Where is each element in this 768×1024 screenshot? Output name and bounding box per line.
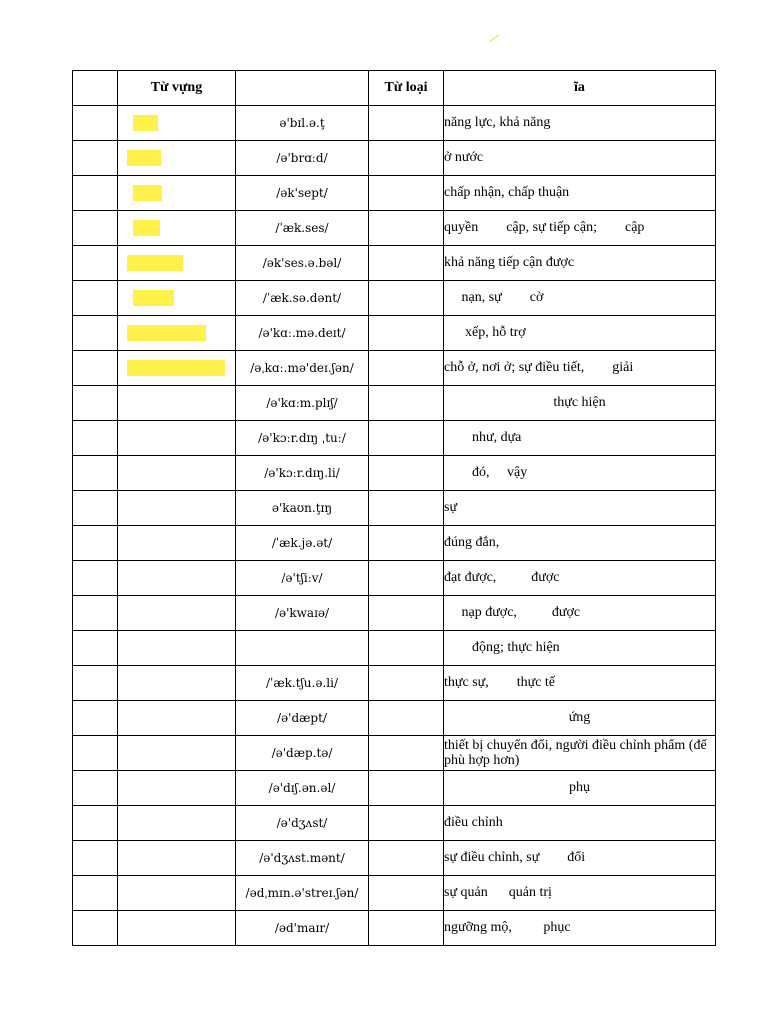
meaning-cell: chấp nhận, chấp thuận — [444, 176, 716, 211]
word-type-cell — [369, 106, 444, 141]
table-row — [73, 631, 716, 666]
vocabulary-cell — [118, 631, 236, 666]
index-cell — [73, 876, 118, 911]
pronunciation-cell: /ək'ses.ə.bəl/ — [236, 246, 369, 281]
word-type-cell — [369, 631, 444, 666]
table-row — [73, 841, 716, 876]
word-type-cell — [369, 141, 444, 176]
vocabulary-cell — [118, 596, 236, 631]
header-index — [73, 71, 118, 106]
table-body — [73, 106, 716, 946]
table-row — [73, 456, 716, 491]
pronunciation-cell: /ə'brɑːd/ — [236, 141, 369, 176]
table-row — [73, 211, 716, 246]
index-cell — [73, 456, 118, 491]
meaning-cell: xếp, hỗ trợ — [444, 316, 716, 351]
meaning-cell: khả năng tiếp cận được — [444, 246, 716, 281]
word-type-cell — [369, 911, 444, 946]
meaning-cell: đúng đắn, — [444, 526, 716, 561]
index-cell — [73, 246, 118, 281]
pronunciation-cell: /ə'dæp.tə/ — [236, 736, 369, 771]
index-cell — [73, 106, 118, 141]
word-type-cell — [369, 841, 444, 876]
index-cell — [73, 666, 118, 701]
table-row — [73, 701, 716, 736]
vocabulary-cell — [118, 386, 236, 421]
word-type-cell — [369, 246, 444, 281]
word-type-cell — [369, 351, 444, 386]
vocabulary-cell — [118, 421, 236, 456]
vocabulary-cell — [118, 911, 236, 946]
vocabulary-cell — [118, 281, 236, 316]
pronunciation-cell: /ə'kɔːr.dɪŋ ˌtuː/ — [236, 421, 369, 456]
table-row — [73, 771, 716, 806]
index-cell — [73, 526, 118, 561]
index-cell — [73, 421, 118, 456]
table-row — [73, 876, 716, 911]
header-pronunciation — [236, 71, 369, 106]
table-row — [73, 596, 716, 631]
index-cell — [73, 596, 118, 631]
highlight-mark — [127, 255, 183, 271]
table-row — [73, 316, 716, 351]
pronunciation-cell: /ə'dæpt/ — [236, 701, 369, 736]
table-row — [73, 526, 716, 561]
meaning-cell: thực hiện — [444, 386, 716, 421]
pronunciation-cell: /ə'kwaɪə/ — [236, 596, 369, 631]
meaning-cell: ở nước — [444, 141, 716, 176]
pronunciation-cell: /ˈæk.jə.ət/ — [236, 526, 369, 561]
vocabulary-cell — [118, 176, 236, 211]
table-row — [73, 176, 716, 211]
highlight-mark — [127, 360, 225, 376]
highlight-mark — [133, 115, 158, 131]
word-type-cell — [369, 211, 444, 246]
table-header-row — [73, 71, 716, 106]
meaning-cell: đạt được, được — [444, 561, 716, 596]
vocabulary-cell — [118, 736, 236, 771]
meaning-cell: năng lực, khả năng — [444, 106, 716, 141]
index-cell — [73, 911, 118, 946]
index-cell — [73, 141, 118, 176]
vocabulary-cell — [118, 771, 236, 806]
vocabulary-cell — [118, 456, 236, 491]
meaning-cell: sự — [444, 491, 716, 526]
highlight-mark — [133, 290, 174, 306]
meaning-cell: điều chỉnh — [444, 806, 716, 841]
vocabulary-cell — [118, 841, 236, 876]
pronunciation-cell: ə'bɪl.ə.ţ — [236, 106, 369, 141]
meaning-cell: thực sự, thực tế — [444, 666, 716, 701]
pronunciation-cell: ə'kaʊn.ţɪŋ — [236, 491, 369, 526]
meaning-cell: quyền cập, sự tiếp cận; cập — [444, 211, 716, 246]
meaning-cell: sự quản quản trị — [444, 876, 716, 911]
vocabulary-cell — [118, 351, 236, 386]
vocabulary-table — [72, 70, 716, 946]
vocabulary-cell — [118, 211, 236, 246]
word-type-cell — [369, 456, 444, 491]
word-type-cell — [369, 176, 444, 211]
pronunciation-cell: /ə'tʃiːv/ — [236, 561, 369, 596]
vocabulary-cell — [118, 561, 236, 596]
word-type-cell — [369, 806, 444, 841]
vocabulary-cell — [118, 141, 236, 176]
table-row — [73, 421, 716, 456]
table-row — [73, 141, 716, 176]
pronunciation-cell: /ə'dɪʃ.ən.əl/ — [236, 771, 369, 806]
table-row — [73, 806, 716, 841]
index-cell — [73, 176, 118, 211]
vocabulary-cell — [118, 316, 236, 351]
table-row — [73, 666, 716, 701]
word-type-cell — [369, 561, 444, 596]
header-word-type: Từ loại — [369, 71, 444, 106]
meaning-cell: chỗ ở, nơi ở; sự điều tiết, giải — [444, 351, 716, 386]
vocabulary-cell — [118, 491, 236, 526]
word-type-cell — [369, 491, 444, 526]
index-cell — [73, 736, 118, 771]
pronunciation-cell: /ə'dʒʌst.mənt/ — [236, 841, 369, 876]
table-row — [73, 106, 716, 141]
pronunciation-cell: /ədˌmɪn.ə'streɪ.ʃən/ — [236, 876, 369, 911]
index-cell — [73, 386, 118, 421]
stray-mark — [489, 35, 499, 43]
word-type-cell — [369, 666, 444, 701]
table-row — [73, 911, 716, 946]
vocabulary-cell — [118, 526, 236, 561]
vocabulary-cell — [118, 806, 236, 841]
pronunciation-cell: /əd'maɪr/ — [236, 911, 369, 946]
pronunciation-cell — [236, 631, 369, 666]
highlight-mark — [127, 150, 161, 166]
pronunciation-cell: /ˈæk.tʃu.ə.li/ — [236, 666, 369, 701]
vocabulary-cell — [118, 106, 236, 141]
meaning-cell: như, dựa — [444, 421, 716, 456]
word-type-cell — [369, 876, 444, 911]
index-cell — [73, 806, 118, 841]
pronunciation-cell: /əˌkɑː.mə'deɪ.ʃən/ — [236, 351, 369, 386]
meaning-cell: sự điều chỉnh, sự đổi — [444, 841, 716, 876]
meaning-cell: thiết bị chuyển đổi, người điều chỉnh phẩm (để phù hợp hơn) — [444, 736, 716, 771]
index-cell — [73, 561, 118, 596]
meaning-cell: ngưỡng mộ, phục — [444, 911, 716, 946]
word-type-cell — [369, 701, 444, 736]
header-vocabulary: Từ vựng — [118, 71, 236, 106]
word-type-cell — [369, 421, 444, 456]
meaning-cell: phụ — [444, 771, 716, 806]
pronunciation-cell: /ək'sept/ — [236, 176, 369, 211]
table-row — [73, 736, 716, 771]
meaning-cell: động; thực hiện — [444, 631, 716, 666]
vocabulary-cell — [118, 666, 236, 701]
index-cell — [73, 701, 118, 736]
pronunciation-cell: /ə'kɔːr.dɪŋ.li/ — [236, 456, 369, 491]
vocabulary-cell — [118, 701, 236, 736]
index-cell — [73, 316, 118, 351]
word-type-cell — [369, 316, 444, 351]
meaning-cell: đó, vậy — [444, 456, 716, 491]
pronunciation-cell: /ə'kɑː.mə.deɪt/ — [236, 316, 369, 351]
table-row — [73, 386, 716, 421]
index-cell — [73, 491, 118, 526]
highlight-mark — [133, 185, 162, 201]
index-cell — [73, 351, 118, 386]
word-type-cell — [369, 526, 444, 561]
table-row — [73, 281, 716, 316]
pronunciation-cell: /ə'dʒʌst/ — [236, 806, 369, 841]
index-cell — [73, 841, 118, 876]
word-type-cell — [369, 596, 444, 631]
meaning-cell: nạn, sự cờ — [444, 281, 716, 316]
table-row — [73, 246, 716, 281]
index-cell — [73, 211, 118, 246]
vocabulary-cell — [118, 876, 236, 911]
header-meaning: ĩa — [444, 71, 716, 106]
table-row — [73, 351, 716, 386]
pronunciation-cell: /ˈæk.ses/ — [236, 211, 369, 246]
word-type-cell — [369, 281, 444, 316]
meaning-cell: ứng — [444, 701, 716, 736]
pronunciation-cell: /ˈæk.sə.dənt/ — [236, 281, 369, 316]
index-cell — [73, 631, 118, 666]
table-row — [73, 491, 716, 526]
word-type-cell — [369, 736, 444, 771]
index-cell — [73, 771, 118, 806]
word-type-cell — [369, 771, 444, 806]
meaning-cell: nạp được, được — [444, 596, 716, 631]
pronunciation-cell: /ə'kɑːm.plɪʃ/ — [236, 386, 369, 421]
index-cell — [73, 281, 118, 316]
highlight-mark — [133, 220, 160, 236]
word-type-cell — [369, 386, 444, 421]
highlight-mark — [127, 325, 206, 341]
vocabulary-cell — [118, 246, 236, 281]
table-row — [73, 561, 716, 596]
